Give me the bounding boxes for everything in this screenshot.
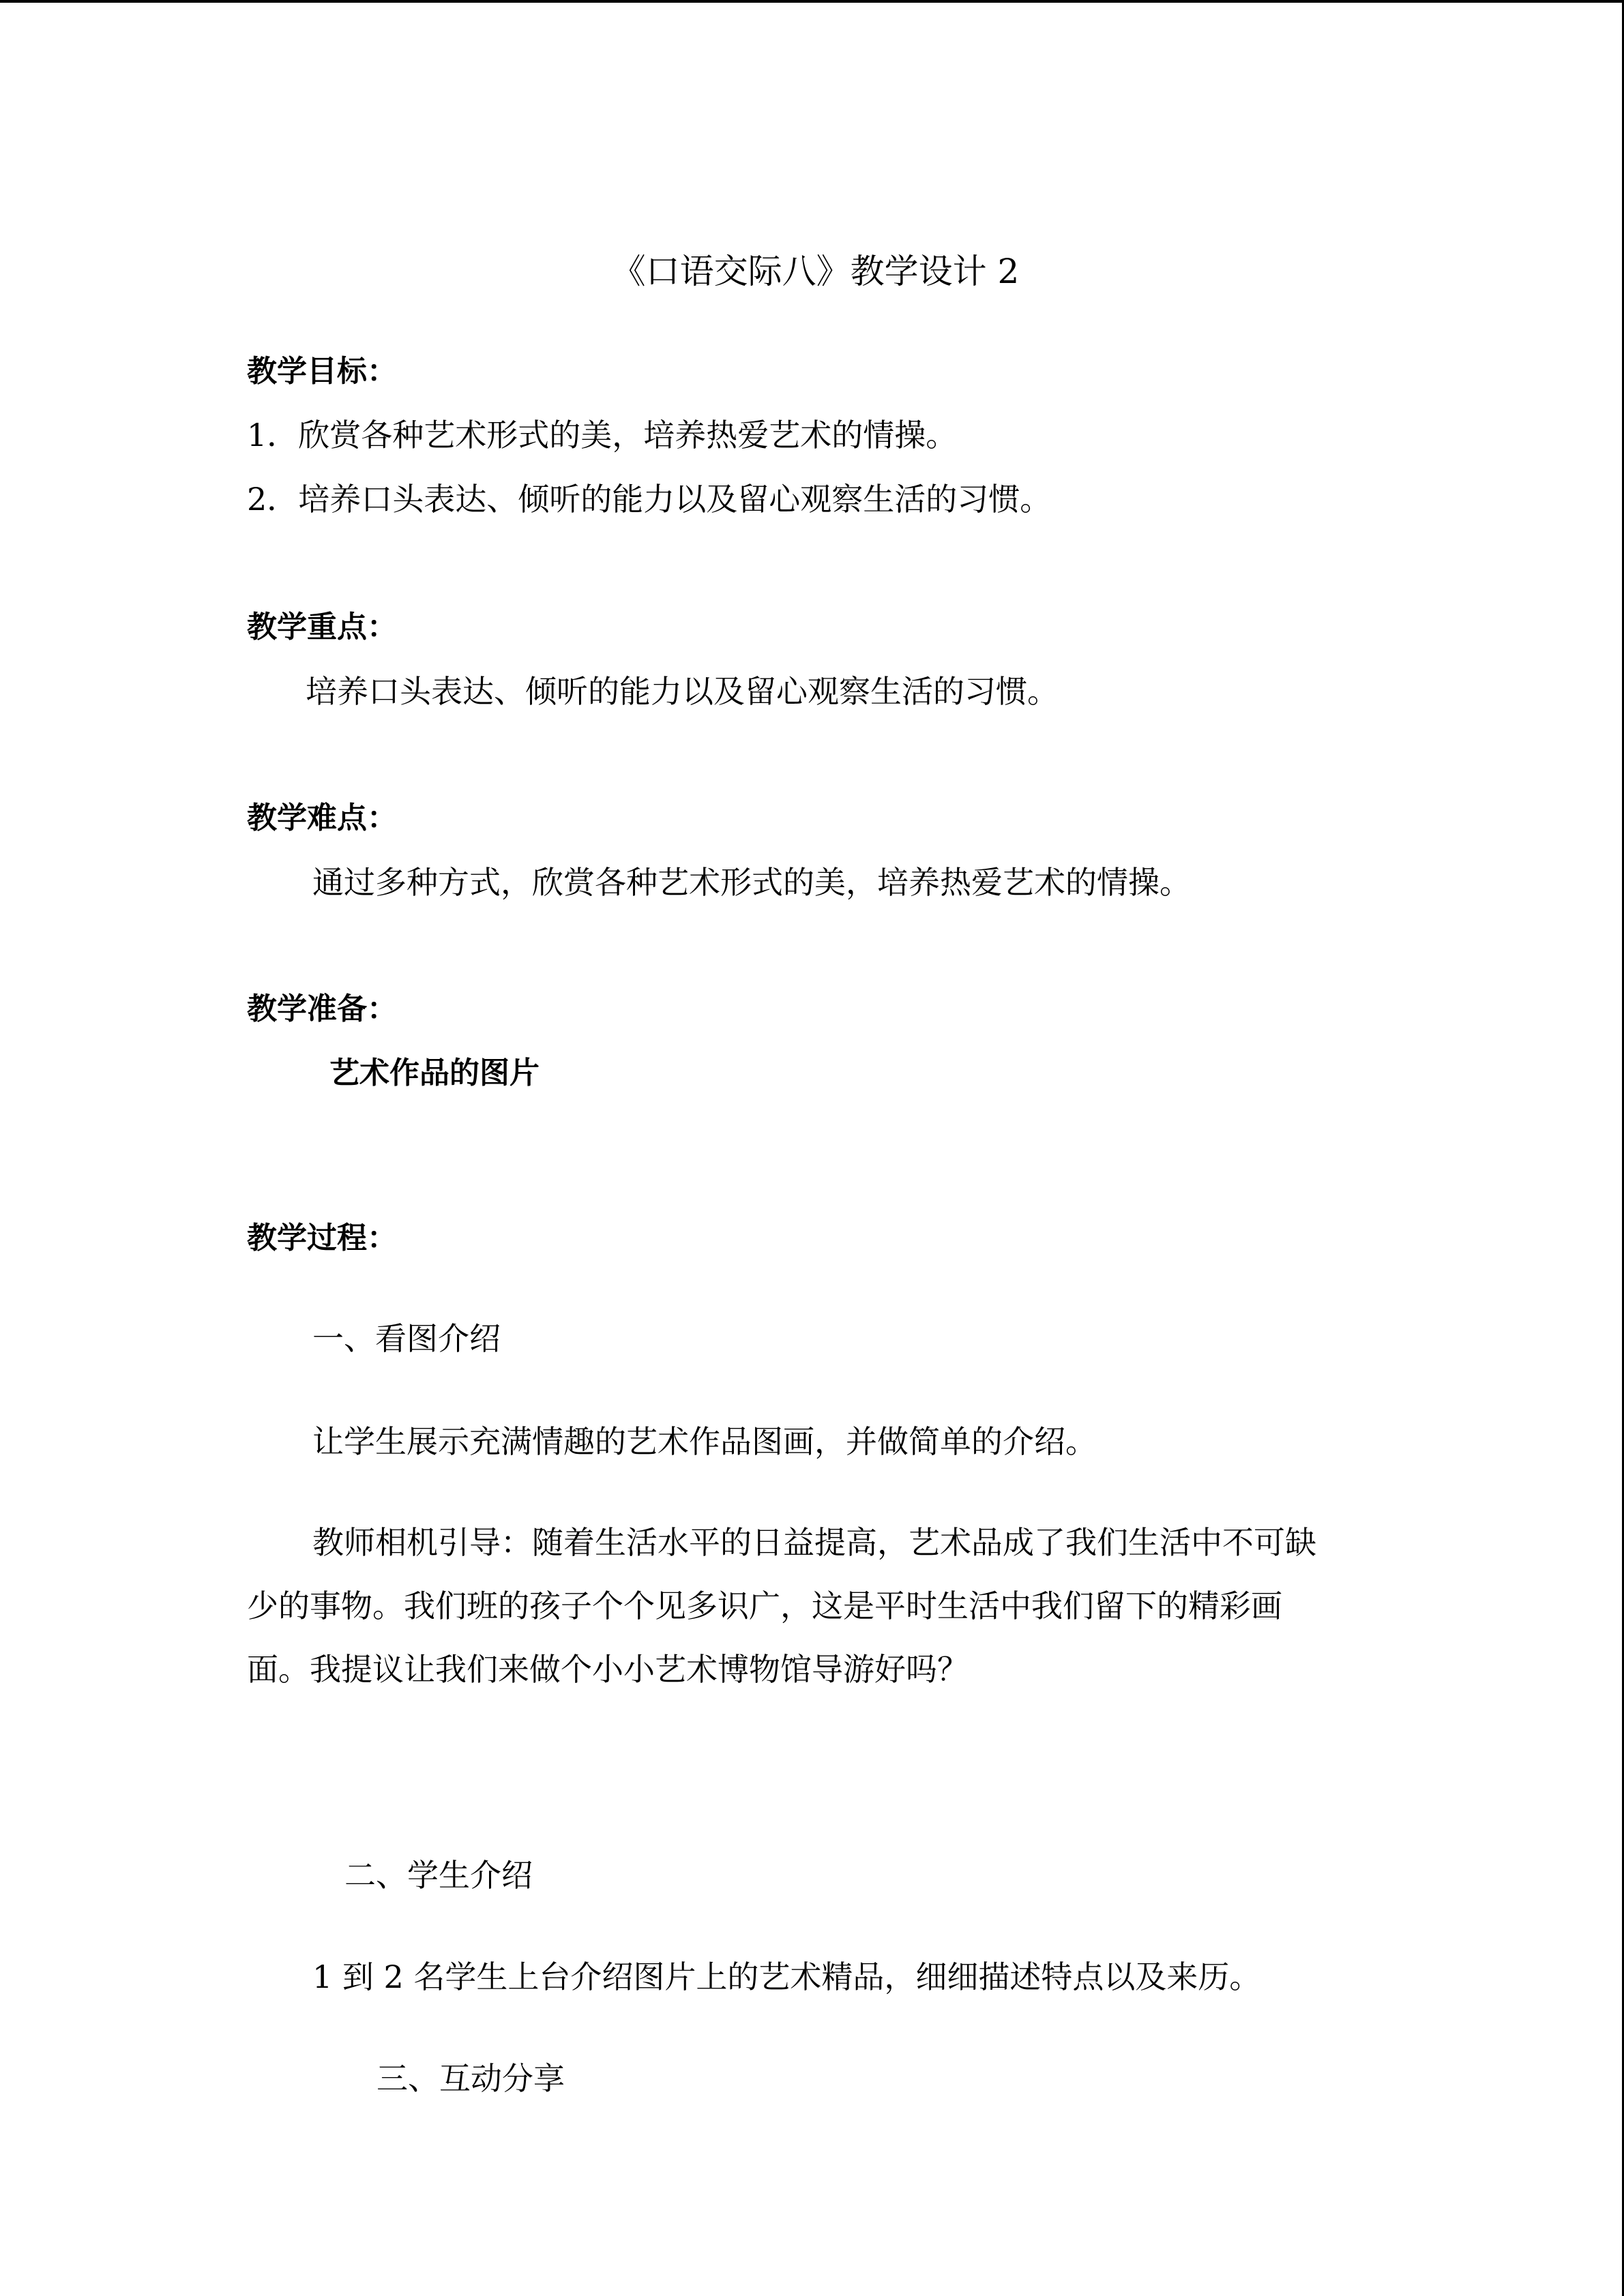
document-title: 《口语交际八》教学设计 2 xyxy=(611,252,1020,291)
guide-line-3: 面。我提议让我们来做个小小艺术博物馆导游好吗？ xyxy=(247,1651,969,1688)
difficulties-heading: 教学难点： xyxy=(247,801,397,835)
key-points-heading: 教学重点： xyxy=(247,610,397,644)
difficulties-text: 通过多种方式，欣赏各种艺术形式的美，培养热爱艺术的情操。 xyxy=(312,864,1191,901)
section-1-title: 一、看图介绍 xyxy=(312,1320,501,1357)
preparation-heading: 教学准备： xyxy=(247,992,397,1026)
page-top-border xyxy=(0,0,1624,3)
key-points-text: 培养口头表达、倾听的能力以及留心观察生活的习惯。 xyxy=(306,673,1059,710)
process-heading: 教学过程： xyxy=(247,1221,397,1255)
section-3-title: 三、互动分享 xyxy=(377,2060,565,2097)
section-2-text: 1 到 2 名学生上台介绍图片上的艺术精品，细细描述特点以及来历。 xyxy=(312,1958,1261,1995)
section-1-text: 让学生展示充满情趣的艺术作品图画，并做简单的介绍。 xyxy=(312,1423,1097,1460)
objective-item-1: 1．欣赏各种艺术形式的美，培养热爱艺术的情操。 xyxy=(247,417,958,453)
section-2-title: 二、学生介绍 xyxy=(344,1857,533,1894)
guide-line-1: 教师相机引导：随着生活水平的日益提高，艺术品成了我们生活中不可缺 xyxy=(312,1524,1316,1561)
guide-line-2: 少的事物。我们班的孩子个个见多识广，这是平时生活中我们留下的精彩画 xyxy=(247,1587,1282,1624)
objectives-heading: 教学目标： xyxy=(247,354,397,389)
preparation-text: 艺术作品的图片 xyxy=(329,1056,540,1090)
objective-item-2: 2．培养口头表达、倾听的能力以及留心观察生活的习惯。 xyxy=(247,481,1052,518)
